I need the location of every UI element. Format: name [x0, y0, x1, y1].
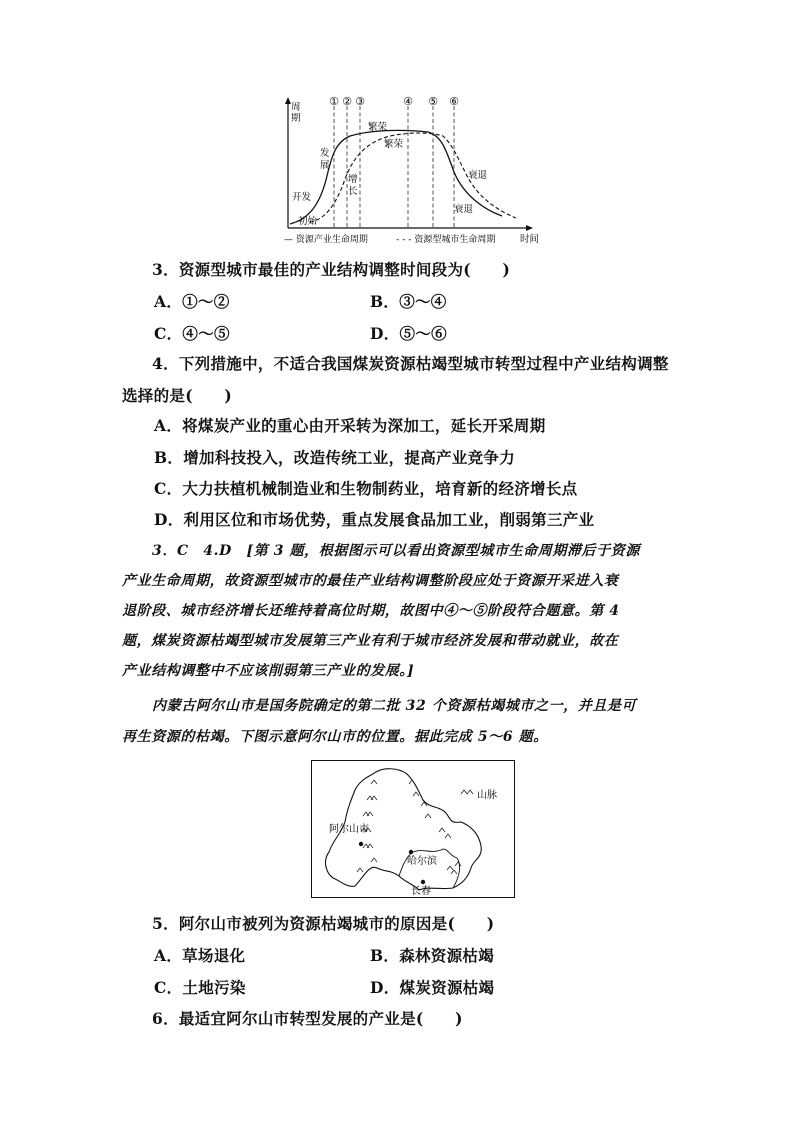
- q4-option-a: A．将煤炭产业的重心由开采转为深加工，延长开采周期: [154, 416, 546, 435]
- stage-growth-1: 增: [348, 174, 358, 185]
- q5-option-a: A．草场退化: [154, 946, 246, 965]
- q5-option-d: D．煤炭资源枯竭: [370, 978, 495, 997]
- q3-stem: 3．资源型城市最佳的产业结构调整时间段为( ): [152, 260, 511, 279]
- arshan-dot: [359, 842, 363, 846]
- y-axis-label-2: 期: [291, 113, 301, 124]
- stage-growth-2: 长: [348, 186, 358, 197]
- intro-line-1: 内蒙古阿尔山市是国务院确定的第二批 32 个资源枯竭城市之一，并且是可: [152, 698, 637, 714]
- answer-line-2: 产业生命周期，故资源型城市的最佳产业结构调整阶段应处于资源开采进入衰: [122, 573, 619, 589]
- x-axis-arrow: [526, 225, 533, 231]
- map-label-harbin: 哈尔滨: [407, 856, 437, 867]
- answer-line-4: 题，煤炭资源枯竭型城市发展第三产业有利于城市经济发展和带动就业，故在: [122, 633, 619, 649]
- q3-option-b: B．③～④: [370, 292, 447, 311]
- intro-line-2: 再生资源的枯竭。下图示意阿尔山市的位置。据此完成 5～6 题。: [122, 729, 548, 745]
- q6-stem: 6．最适宜阿尔山市转型发展的产业是( ): [152, 1009, 463, 1028]
- answer-line-1: 3．C 4.D [第 3 题，根据图示可以看出资源型城市生命周期滞后于资源: [152, 543, 640, 559]
- changchun-dot: [421, 880, 425, 884]
- q4-option-c: C．大力扶植机械制造业和生物制药业，培育新的经济增长点: [154, 479, 578, 498]
- marker-label-5: ⑤: [428, 95, 438, 108]
- stage-exploitation: 开发: [292, 192, 312, 203]
- life-cycle-figure: [280, 92, 550, 250]
- map-label-mountain: 山脉: [477, 790, 497, 801]
- stage-prosperity-dashed: 繁荣: [384, 139, 404, 150]
- q4-stem-line-1: 4．下列措施中，不适合我国煤炭资源枯竭型城市转型过程中产业结构调整: [152, 354, 669, 373]
- q3-option-a: A．①～②: [154, 292, 230, 311]
- q3-option-d: D．⑤～⑥: [370, 324, 447, 343]
- stage-initial: 初始: [298, 216, 318, 227]
- marker-label-2: ②: [342, 95, 352, 108]
- answer-line-3: 退阶段、城市经济增长还维持着高位时期，故图中④～⑤阶段符合题意。第 4: [122, 603, 620, 619]
- legend-dashed: - - - 资源型城市生命周期: [396, 235, 496, 245]
- q5-stem: 5．阿尔山市被列为资源枯竭城市的原因是( ): [152, 914, 495, 933]
- q5-option-b: B．森林资源枯竭: [370, 946, 495, 965]
- stage-development-1: 发: [320, 148, 330, 159]
- stage-decline-solid: 衰退: [468, 170, 488, 181]
- q3-option-c: C．④～⑤: [154, 324, 230, 343]
- stage-prosperity-solid: 繁荣: [368, 122, 388, 133]
- map-label-changchun: 长春: [411, 886, 431, 897]
- stage-development-2: 展: [320, 160, 330, 171]
- q4-option-b: B．增加科技投入，改造传统工业，提高产业竞争力: [154, 448, 516, 467]
- answer-line-5: 产业结构调整中不应该削弱第三产业的发展。]: [122, 663, 415, 679]
- marker-label-3: ③: [355, 95, 365, 108]
- stage-decline-dashed: 衰退: [454, 204, 474, 215]
- y-axis-label-1: 周: [291, 102, 301, 113]
- harbin-dot: [409, 850, 413, 854]
- map-label-arshan: 阿尔山市: [329, 824, 369, 835]
- marker-label-1: ①: [329, 95, 339, 108]
- x-axis-label: 时间: [520, 234, 540, 245]
- marker-label-6: ⑥: [449, 95, 459, 108]
- marker-label-4: ④: [403, 95, 413, 108]
- q5-option-c: C．土地污染: [154, 978, 246, 997]
- legend-solid: — 资源产业生命周期: [284, 235, 368, 245]
- arshan-location-map: [311, 760, 515, 898]
- q4-stem-line-2: 选择的是( ): [122, 386, 233, 405]
- q4-option-d: D．利用区位和市场优势，重点发展食品加工业，削弱第三产业: [154, 510, 595, 529]
